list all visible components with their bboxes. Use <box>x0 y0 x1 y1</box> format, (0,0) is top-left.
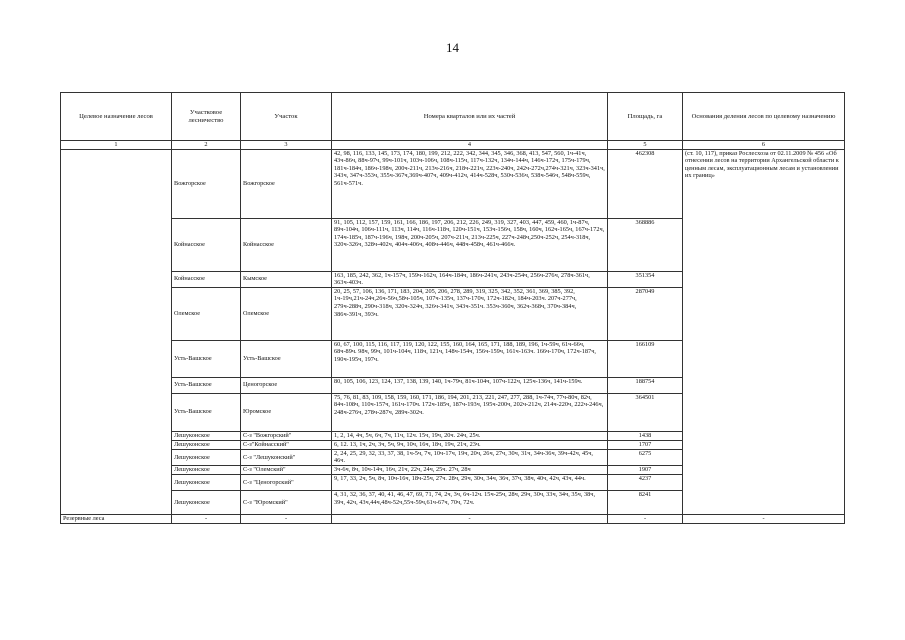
lesnichestvo-cell: Лешуконское <box>172 474 241 490</box>
kvartaly-cell: 3ч-6ч, 8ч, 10ч-14ч, 16ч, 21ч, 22ч, 24ч, 25ч. 27ч, 28ч <box>332 465 608 474</box>
uchastok-cell: Кымское <box>241 271 332 287</box>
header-area: Площадь, га <box>608 93 683 141</box>
uchastok-cell: Койнасское <box>241 218 332 271</box>
column-number: 1 <box>61 141 172 150</box>
area-cell: 287049 <box>608 287 683 340</box>
lesnichestvo-cell: Усть-Вашское <box>172 377 241 393</box>
lesnichestvo-cell: Лешуконское <box>172 465 241 474</box>
lesnichestvo-cell: Лешуконское <box>172 490 241 514</box>
uchastok-cell: С-з "Юромский" <box>241 490 332 514</box>
uchastok-cell: Олемское <box>241 287 332 340</box>
kvartaly-cell: 42, 98, 116, 133, 145, 173, 174, 180, 199, 212, 222, 342, 344, 345, 346, 368, 413, 547, 560, 1ч-41ч, 43ч-86ч, 88ч-97ч, 99ч-101ч, 103ч-106ч, 108ч-115ч, 117ч-132ч, 134ч-144ч, 146ч-172ч, 175ч-179ч, 181ч-184ч, 186ч-198ч, 200ч-211ч, 213ч-216ч, 218ч-221ч, 223ч-240ч, 242ч-272ч,274ч-321ч, 323ч-341ч, 343ч, 347ч-353ч, 355ч-367ч,369ч-407ч, 409ч-412ч, 414ч-528ч, 530ч-536ч, 538ч-546ч, 548ч-559ч, 561ч-571ч. <box>332 149 608 218</box>
area-cell: 462308 <box>608 149 683 218</box>
purpose-cell <box>61 149 172 514</box>
area-cell: 4237 <box>608 474 683 490</box>
area-cell: 368886 <box>608 218 683 271</box>
area-cell: 1707 <box>608 440 683 449</box>
header-kvartaly: Номера кварталов или их частей <box>332 93 608 141</box>
dash-cell: - <box>683 514 845 523</box>
area-cell: 1907 <box>608 465 683 474</box>
area-cell: 166109 <box>608 340 683 377</box>
uchastok-cell: Ценогорское <box>241 377 332 393</box>
kvartaly-cell: 4, 31, 32, 36, 37, 40, 41, 46, 47, 69, 71, 74, 2ч, 3ч, 6ч-12ч. 15ч-25ч, 28ч, 29ч, 30ч, 33ч, 34ч, 35ч, 38ч, 39ч, 42ч, 43ч,44ч,48ч-52ч,55ч-59ч,61ч-67ч, 70ч, 72ч. <box>332 490 608 514</box>
area-cell: 8241 <box>608 490 683 514</box>
table-row <box>61 149 845 218</box>
column-number: 6 <box>683 141 845 150</box>
kvartaly-cell: 163, 185, 242, 362, 1ч-157ч, 159ч-162ч, 164ч-184ч, 186ч-241ч, 243ч-254ч, 256ч-276ч, 278ч-361ч, 363ч-403ч. <box>332 271 608 287</box>
basis-cell: (ст. 10, 117), приказ Рослесхоза от 02.11.2009 № 456 «Об отнесении лесов на территории Архангельской области к ценным лесам, эксплуатационным лесам и установлении их границ» <box>683 149 845 514</box>
lesnichestvo-cell: Койнасское <box>172 271 241 287</box>
kvartaly-cell: 60, 67, 100, 115, 116, 117, 119, 120, 122, 155, 160, 164, 165, 171, 188, 189, 196, 1ч-59ч, 61ч-66ч, 68ч-89ч. 98ч, 99ч, 101ч-104ч, 118ч, 121ч, 148ч-154ч, 156ч-159ч, 161ч-163ч. 166ч-170ч, 172ч-187ч, 190ч-195ч, 197ч. <box>332 340 608 377</box>
dash-cell: - <box>332 514 608 523</box>
header-uchastok: Участок <box>241 93 332 141</box>
kvartaly-cell: 20, 25, 57, 106, 136, 171, 183, 204, 205, 206, 278, 289, 319, 325, 342, 352, 361, 369, 385, 392, 1ч-19ч,21ч-24ч,26ч-56ч,58ч-105ч, 107ч-135ч, 137ч-170ч, 172ч-182ч, 184ч-203ч. 207ч-277ч, 279ч-288ч, 290ч-318ч, 320ч-324ч, 326ч-341ч, 343ч-351ч. 353ч-360ч, 362ч-368ч, 370ч-384ч, 386ч-391ч, 393ч. <box>332 287 608 340</box>
header-basis: Основания деления лесов по целевому назначению <box>683 93 845 141</box>
column-numbers-row <box>61 141 845 150</box>
area-cell: 351354 <box>608 271 683 287</box>
dash-cell: - <box>241 514 332 523</box>
kvartaly-cell: 80, 105, 106, 123, 124, 137, 138, 139, 140, 1ч-79ч, 81ч-104ч, 107ч-122ч, 125ч-136ч, 141ч-159ч. <box>332 377 608 393</box>
kvartaly-cell: 91, 105, 112, 157, 159, 161, 166, 186, 197, 206, 212, 226, 249, 319, 327, 403, 447, 459, 460, 1ч-87ч, 89ч-104ч, 106ч-111ч, 113ч, 114ч, 116ч-118ч, 120ч-151ч, 153ч-156ч, 158ч, 160ч, 162ч-165ч, 167ч-172ч, 174ч-185ч, 187ч-196ч, 198ч, 200ч-205ч, 207ч-211ч, 213ч-225ч, 227ч-248ч,250ч-252ч, 254ч-318ч, 320ч-326ч, 328ч-402ч, 404ч-406ч, 408ч-446ч, 448ч-458ч, 461ч-466ч. <box>332 218 608 271</box>
lesnichestvo-cell: Усть-Вашское <box>172 340 241 377</box>
dash-cell: - <box>172 514 241 523</box>
area-cell: 1438 <box>608 431 683 440</box>
kvartaly-cell: 1, 2, 14, 4ч, 5ч, 6ч, 7ч, 11ч, 12ч. 15ч, 19ч, 20ч. 24ч, 25ч. <box>332 431 608 440</box>
uchastok-cell: С-з "Вожгорский" <box>241 431 332 440</box>
column-number: 4 <box>332 141 608 150</box>
kvartaly-cell: 2, 24, 25, 29, 32, 33, 37, 38, 1ч-5ч, 7ч, 10ч-17ч, 19ч, 20ч, 26ч, 27ч, 30ч, 31ч, 34ч-36ч, 39ч-42ч, 45ч, 46ч. <box>332 449 608 465</box>
page-number: 14 <box>446 40 459 55</box>
uchastok-cell: С-з "Ценогорский" <box>241 474 332 490</box>
lesnichestvo-cell: Вожгорское <box>172 149 241 218</box>
column-number: 5 <box>608 141 683 150</box>
uchastok-cell: С-з "Олемский" <box>241 465 332 474</box>
lesnichestvo-cell: Лешуконское <box>172 449 241 465</box>
kvartaly-cell: 75, 76, 81, 83, 109, 158, 159, 160, 171, 186, 194, 201, 213, 221, 247, 277, 288, 1ч-74ч, 77ч-80ч, 82ч, 84ч-108ч, 110ч-157ч, 161ч-170ч. 172ч-185ч, 187ч-193ч, 195ч-200ч, 202ч-212ч, 214ч-220ч, 222ч-246ч, 248ч-276ч, 278ч-287ч, 289ч-302ч. <box>332 393 608 431</box>
header-purpose: Целевое назначение лесов <box>61 93 172 141</box>
column-number: 3 <box>241 141 332 150</box>
uchastok-cell: С-з"Койнасский" <box>241 440 332 449</box>
area-cell: 364501 <box>608 393 683 431</box>
area-cell: 188754 <box>608 377 683 393</box>
header-lesnichestvo: Участковое лесничество <box>172 93 241 141</box>
lesnichestvo-cell: Лешуконское <box>172 440 241 449</box>
area-cell: 6275 <box>608 449 683 465</box>
reserve-row <box>61 514 845 523</box>
dash-cell: - <box>608 514 683 523</box>
uchastok-cell: Вожгорское <box>241 149 332 218</box>
reserve-label: Резервные леса <box>61 514 172 523</box>
lesnichestvo-cell: Лешуконское <box>172 431 241 440</box>
column-number: 2 <box>172 141 241 150</box>
forest-table <box>60 92 845 524</box>
table-body <box>61 93 845 524</box>
header-row <box>61 93 845 141</box>
kvartaly-cell: 6, 12. 13, 1ч, 2ч, 3ч, 5ч, 9ч, 10ч, 16ч, 18ч, 19ч, 21ч, 23ч. <box>332 440 608 449</box>
lesnichestvo-cell: Олемское <box>172 287 241 340</box>
uchastok-cell: Усть-Вашское <box>241 340 332 377</box>
uchastok-cell: С-з "Лешуконский" <box>241 449 332 465</box>
kvartaly-cell: 9, 17, 33, 2ч, 5ч, 8ч, 10ч-16ч, 18ч-25ч, 27ч. 28ч, 29ч, 30ч, 34ч, 36ч, 37ч, 38ч, 40ч, 42ч, 43ч, 44ч. <box>332 474 608 490</box>
lesnichestvo-cell: Койнасское <box>172 218 241 271</box>
lesnichestvo-cell: Усть-Вашское <box>172 393 241 431</box>
uchastok-cell: Юромское <box>241 393 332 431</box>
